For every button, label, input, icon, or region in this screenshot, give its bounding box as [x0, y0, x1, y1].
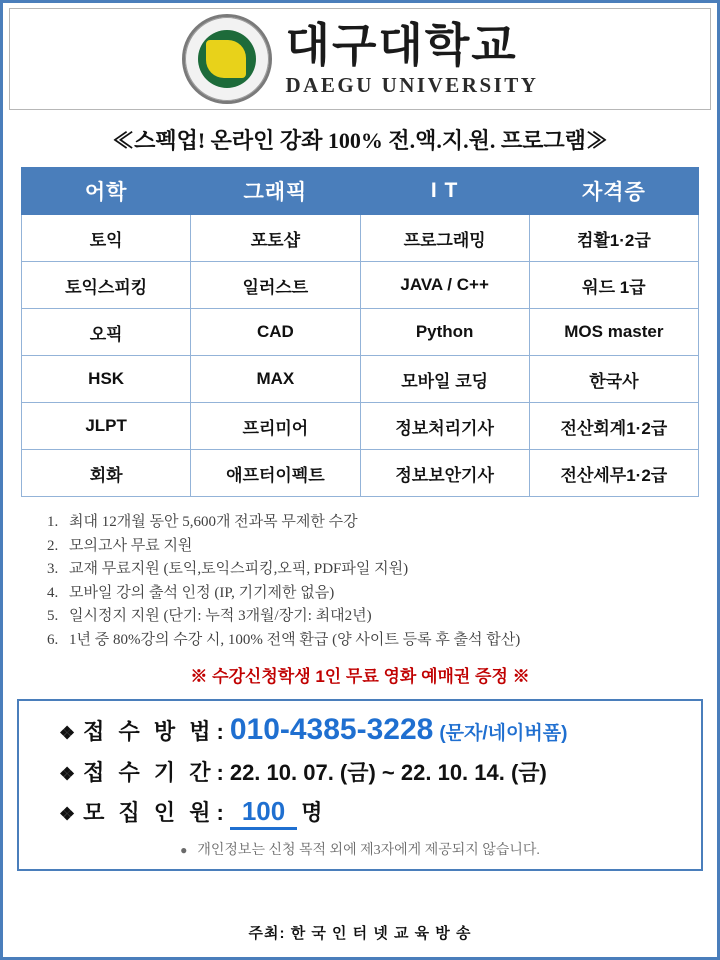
list-item: [47, 631, 717, 651]
apply-method-note: (문자/네이버폼): [439, 723, 568, 744]
table-cell: CAD: [191, 309, 360, 356]
table-cell: MOS master: [529, 309, 698, 356]
table-cell: 프로그래밍: [360, 215, 529, 262]
wordmark-korean: 대구대학교: [285, 19, 518, 71]
list-item-text: 일시정지 지원 (단기: 누적 3개월/장기: 최대2년): [69, 608, 372, 624]
wordmark: [285, 19, 539, 97]
list-item: [47, 513, 717, 533]
list-item-number: 1.: [47, 514, 59, 530]
list-item-text: 최대 12개월 동안 5,600개 전과목 무제한 수강: [69, 514, 358, 530]
table-cell: 정보보안기사: [360, 450, 529, 497]
table-row: [22, 309, 699, 356]
table-header-row: [22, 168, 699, 215]
apply-quota-row: [59, 796, 701, 830]
table-cell: 프리미어: [191, 403, 360, 450]
table-row: [22, 450, 699, 497]
table-header-cell: I T: [360, 168, 529, 215]
table-cell: 전산회계1·2급: [529, 403, 698, 450]
diamond-bullet-icon: ❖: [59, 764, 76, 784]
apply-period-value: 22. 10. 07. (금) ~ 22. 10. 14. (금): [229, 760, 547, 785]
table-cell: Python: [360, 309, 529, 356]
apply-period-colon: :: [216, 760, 224, 785]
apply-quota-colon: :: [216, 800, 224, 825]
table-header-cell: 그래픽: [191, 168, 360, 215]
page-title: ≪스펙업! 온라인 강좌 100% 전.액.지.원. 프로그램≫: [112, 128, 608, 153]
table-row: [22, 215, 699, 262]
diamond-bullet-icon: ❖: [59, 723, 76, 743]
apply-period-label: 접 수 기 간: [83, 760, 215, 785]
table-cell: 회화: [22, 450, 191, 497]
list-item-text: 모의고사 무료 지원: [69, 537, 193, 554]
table-cell: HSK: [22, 356, 191, 403]
apply-phone-number[interactable]: 010-4385-3228: [229, 713, 434, 746]
apply-quota-unit: 명: [301, 800, 323, 825]
table-cell: 포토샵: [191, 215, 360, 262]
table-cell: 일러스트: [191, 262, 360, 309]
wordmark-english: DAEGU UNIVERSITY: [285, 72, 539, 97]
table-cell: JAVA / C++: [360, 262, 529, 309]
apply-period-row: [59, 756, 701, 787]
table-cell: MAX: [191, 356, 360, 403]
table-cell: 한국사: [529, 356, 698, 403]
diamond-bullet-icon: ❖: [59, 804, 76, 824]
table-header-cell: 자격증: [529, 168, 698, 215]
table-header-cell: 어학: [22, 168, 191, 215]
list-item-number: 5.: [47, 608, 59, 624]
apply-method-label: 접 수 방 법: [83, 719, 215, 744]
host-line: 주최: 한 국 인 터 넷 교 육 방 송: [248, 925, 472, 942]
table-cell: 정보처리기사: [360, 403, 529, 450]
list-item: [47, 607, 717, 627]
course-table-wrap: [21, 167, 699, 497]
table-cell: 토익: [22, 215, 191, 262]
list-item-number: 3.: [47, 561, 59, 577]
list-item: [47, 537, 717, 557]
table-cell: 토익스피킹: [22, 262, 191, 309]
list-item: [47, 560, 717, 580]
emblem-inner: [198, 30, 256, 88]
table-cell: 컴활1·2급: [529, 215, 698, 262]
privacy-notice-text: 개인정보는 신청 목적 외에 제3자에게 제공되지 않습니다.: [197, 843, 540, 858]
apply-quota-label: 모 집 인 원: [83, 800, 215, 825]
table-row: [22, 356, 699, 403]
gift-notice: ※ 수강신청학생 1인 무료 영화 예매권 증정 ※: [190, 667, 530, 686]
table-cell: 오픽: [22, 309, 191, 356]
university-emblem-icon: [182, 14, 272, 104]
list-item-number: 2.: [47, 537, 59, 554]
list-item-text: 1년 중 80%강의 수강 시, 100% 전액 환급 (양 사이트 등록 후 출석 합산): [69, 631, 521, 648]
list-item-number: 6.: [47, 631, 59, 648]
table-row: [22, 403, 699, 450]
list-item: [47, 584, 717, 604]
table-cell: JLPT: [22, 403, 191, 450]
list-item-text: 모바일 강의 출석 인정 (IP, 기기제한 없음): [69, 584, 335, 601]
list-item-number: 4.: [47, 584, 59, 601]
table-cell: 워드 1급: [529, 262, 698, 309]
table-cell: 애프터이펙트: [191, 450, 360, 497]
table-cell: 모바일 코딩: [360, 356, 529, 403]
table-row: [22, 262, 699, 309]
application-box: [17, 699, 703, 871]
bullet-dot-icon: ●: [180, 843, 188, 857]
apply-quota-value: 100: [230, 796, 297, 830]
logo-wrap: [182, 14, 539, 104]
apply-method-colon: :: [216, 719, 224, 744]
table-cell: 전산세무1·2급: [529, 450, 698, 497]
apply-method-row: [59, 713, 701, 747]
benefit-notes-list: [47, 513, 717, 650]
course-table: [21, 167, 699, 497]
list-item-text: 교재 무료지원 (토익,토익스피킹,오픽, PDF파일 지원): [69, 561, 409, 577]
privacy-notice: [19, 839, 701, 859]
logo-band: [9, 8, 711, 110]
